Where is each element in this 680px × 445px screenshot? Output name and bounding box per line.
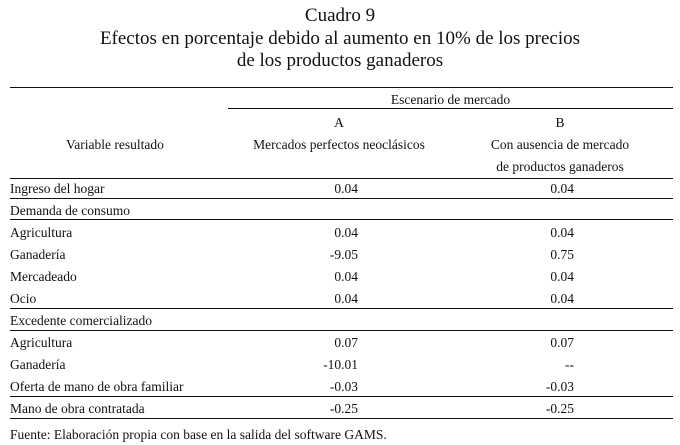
section-label: Excedente comercializado bbox=[10, 313, 153, 328]
top-rule bbox=[10, 87, 673, 88]
row-value-b: 0.75 bbox=[550, 247, 574, 262]
section-rule-4 bbox=[10, 330, 673, 331]
scenario-header: Escenario de mercado bbox=[390, 92, 511, 107]
row-label: Mano de obra contratada bbox=[10, 401, 145, 416]
section-rule-3 bbox=[10, 308, 673, 309]
row-value-a: 0.04 bbox=[334, 291, 358, 306]
column-a-letter: A bbox=[334, 115, 344, 130]
row-value-a: -0.03 bbox=[329, 379, 358, 394]
column-b-letter: B bbox=[555, 115, 565, 130]
row-value-b: 0.04 bbox=[550, 291, 574, 306]
row-value-b: 0.04 bbox=[550, 181, 574, 196]
row-label: Ganadería bbox=[10, 357, 66, 372]
column-a-name: Mercados perfectos neoclásicos bbox=[253, 137, 425, 152]
row-value-a: -9.05 bbox=[329, 247, 358, 262]
row-value-b: 0.07 bbox=[550, 335, 574, 350]
row-label: Ingreso del hogar bbox=[10, 181, 105, 196]
variable-header: Variable resultado bbox=[66, 137, 164, 152]
row-value-a: 0.04 bbox=[334, 225, 358, 240]
scenario-rule bbox=[228, 108, 673, 109]
row-label: Ocio bbox=[10, 291, 37, 306]
column-b-name-line-1: Con ausencia de mercado bbox=[490, 137, 630, 152]
row-value-a: 0.04 bbox=[334, 181, 358, 196]
table-number: Cuadro 9 bbox=[304, 5, 376, 26]
row-value-b: -0.25 bbox=[545, 401, 574, 416]
table-title-line-1: Efectos en porcentaje debido al aumento en 10% de los precios bbox=[99, 28, 581, 49]
column-b-name-line-2: de productos ganaderos bbox=[496, 159, 624, 174]
section-rule-2 bbox=[10, 219, 673, 220]
row-label: Mercadeado bbox=[10, 269, 77, 284]
row-value-b: 0.04 bbox=[550, 269, 574, 284]
row-value-b: 0.04 bbox=[550, 225, 574, 240]
row-value-b: -- bbox=[565, 357, 574, 372]
row-value-a: 0.04 bbox=[334, 269, 358, 284]
row-value-a: 0.07 bbox=[334, 335, 358, 350]
row-label: Agricultura bbox=[10, 225, 73, 240]
section-rule-1 bbox=[10, 198, 673, 199]
section-label: Demanda de consumo bbox=[10, 203, 130, 218]
row-label: Ganadería bbox=[10, 247, 66, 262]
header-rule bbox=[10, 178, 673, 179]
row-value-a: -0.25 bbox=[329, 401, 358, 416]
row-label: Agricultura bbox=[10, 335, 73, 350]
row-value-a: -10.01 bbox=[323, 357, 358, 372]
table-title-line-2: de los productos ganaderos bbox=[236, 50, 444, 71]
footnote: Fuente: Elaboración propia con base en la salida del software GAMS. bbox=[10, 427, 387, 442]
section-rule-5 bbox=[10, 396, 673, 397]
row-label: Oferta de mano de obra familiar bbox=[10, 379, 184, 394]
bottom-rule bbox=[10, 418, 673, 419]
row-value-b: -0.03 bbox=[545, 379, 574, 394]
